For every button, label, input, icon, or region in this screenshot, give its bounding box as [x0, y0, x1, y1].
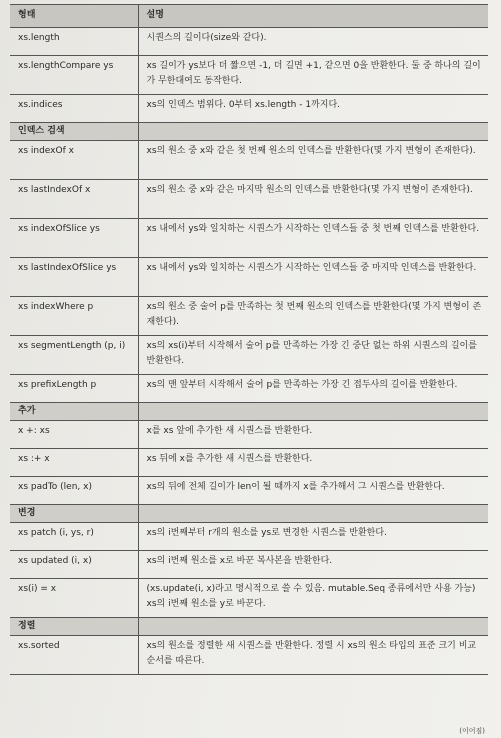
table-row	[10, 636, 488, 675]
row-code: xs lastIndexOf x	[10, 180, 138, 219]
row-desc: xs 내에서 ys와 일치하는 시퀀스가 시작하는 인덱스들 중 첫 번째 인덱스를 반환한다.	[138, 219, 488, 258]
row-code: xs.length	[10, 28, 138, 56]
table-header	[10, 5, 488, 28]
table-row	[10, 297, 488, 336]
row-code: xs.indices	[10, 95, 138, 123]
row-code: xs patch (i, ys, r)	[10, 523, 138, 551]
section-title: 인덱스 검색	[10, 123, 138, 141]
table-row	[10, 375, 488, 403]
table-row	[10, 421, 488, 449]
row-desc: xs의 원소 중 x와 같은 첫 번째 원소의 인덱스를 반환한다(몇 가지 변형이 존재한다).	[138, 141, 488, 180]
row-desc: xs 길이가 ys보다 더 짧으면 -1, 더 길면 +1, 같으면 0을 반환한다. 둘 중 하나의 길이가 무한대여도 동작한다.	[138, 56, 488, 95]
continued-note: (이어짐)	[459, 727, 485, 735]
row-code: xs prefixLength p	[10, 375, 138, 403]
row-desc: x를 xs 앞에 추가한 새 시퀀스를 반환한다.	[138, 421, 488, 449]
row-code: xs lastIndexOfSlice ys	[10, 258, 138, 297]
table-row	[10, 477, 488, 505]
table-row	[10, 449, 488, 477]
header-type: 형태	[10, 5, 138, 28]
row-desc: xs의 인덱스 범위다. 0부터 xs.length - 1까지다.	[138, 95, 488, 123]
row-code: xs segmentLength (p, i)	[10, 336, 138, 375]
table-row	[10, 336, 488, 375]
row-desc: (xs.update(i, x)라고 명시적으로 쓸 수 있음. mutable.Seq 종류에서만 사용 가능) xs의 i번째 원소를 y로 바꾼다.	[138, 579, 488, 618]
row-code: xs indexOfSlice ys	[10, 219, 138, 258]
row-desc: xs의 원소 중 술어 p를 만족하는 첫 번째 원소의 인덱스를 반환한다(몇 가지 변형이 존재한다).	[138, 297, 488, 336]
row-code: xs padTo (len, x)	[10, 477, 138, 505]
table-row	[10, 258, 488, 297]
row-code: xs(i) = x	[10, 579, 138, 618]
table-row	[10, 579, 488, 618]
section-header	[10, 123, 488, 141]
row-desc: xs의 원소를 정렬한 새 시퀀스를 반환한다. 정렬 시 xs의 원소 타입의 표준 크기 비교 순서를 따른다.	[138, 636, 488, 675]
header-desc: 설명	[138, 5, 488, 28]
table-row	[10, 95, 488, 123]
table-row	[10, 551, 488, 579]
table-row	[10, 219, 488, 258]
row-code: xs updated (i, x)	[10, 551, 138, 579]
table-row	[10, 523, 488, 551]
row-code: xs :+ x	[10, 449, 138, 477]
row-code: xs indexOf x	[10, 141, 138, 180]
row-code: xs indexWhere p	[10, 297, 138, 336]
seq-operations-table	[10, 4, 488, 675]
row-desc: xs의 원소 중 x와 같은 마지막 원소의 인덱스를 반환한다(몇 가지 변형이 존재한다).	[138, 180, 488, 219]
row-desc: xs의 i번째부터 r개의 원소를 ys로 변경한 시퀀스를 반환한다.	[138, 523, 488, 551]
row-desc: xs 내에서 ys와 일치하는 시퀀스가 시작하는 인덱스들 중 마지막 인덱스를 반환한다.	[138, 258, 488, 297]
table-row	[10, 28, 488, 56]
row-desc: xs의 i번째 원소를 x로 바꾼 복사본을 반환한다.	[138, 551, 488, 579]
table-row	[10, 180, 488, 219]
table-row	[10, 56, 488, 95]
row-code: xs.lengthCompare ys	[10, 56, 138, 95]
row-code: x +: xs	[10, 421, 138, 449]
section-header	[10, 505, 488, 523]
row-desc: 시퀀스의 길이다(size와 같다).	[138, 28, 488, 56]
section-title: 정렬	[10, 618, 138, 636]
row-desc: xs의 뒤에 전체 길이가 len이 될 때까지 x를 추가해서 그 시퀀스를 반환한다.	[138, 477, 488, 505]
row-desc: xs 뒤에 x를 추가한 새 시퀀스를 반환한다.	[138, 449, 488, 477]
section-header	[10, 403, 488, 421]
section-title: 변경	[10, 505, 138, 523]
row-desc: xs의 맨 앞부터 시작해서 술어 p를 만족하는 가장 긴 접두사의 길이를 반환한다.	[138, 375, 488, 403]
row-desc: xs의 xs(i)부터 시작해서 술어 p를 만족하는 가장 긴 중단 없는 하위 시퀀스의 길이를 반환한다.	[138, 336, 488, 375]
row-code: xs.sorted	[10, 636, 138, 675]
section-header	[10, 618, 488, 636]
section-title: 추가	[10, 403, 138, 421]
table-row	[10, 141, 488, 180]
